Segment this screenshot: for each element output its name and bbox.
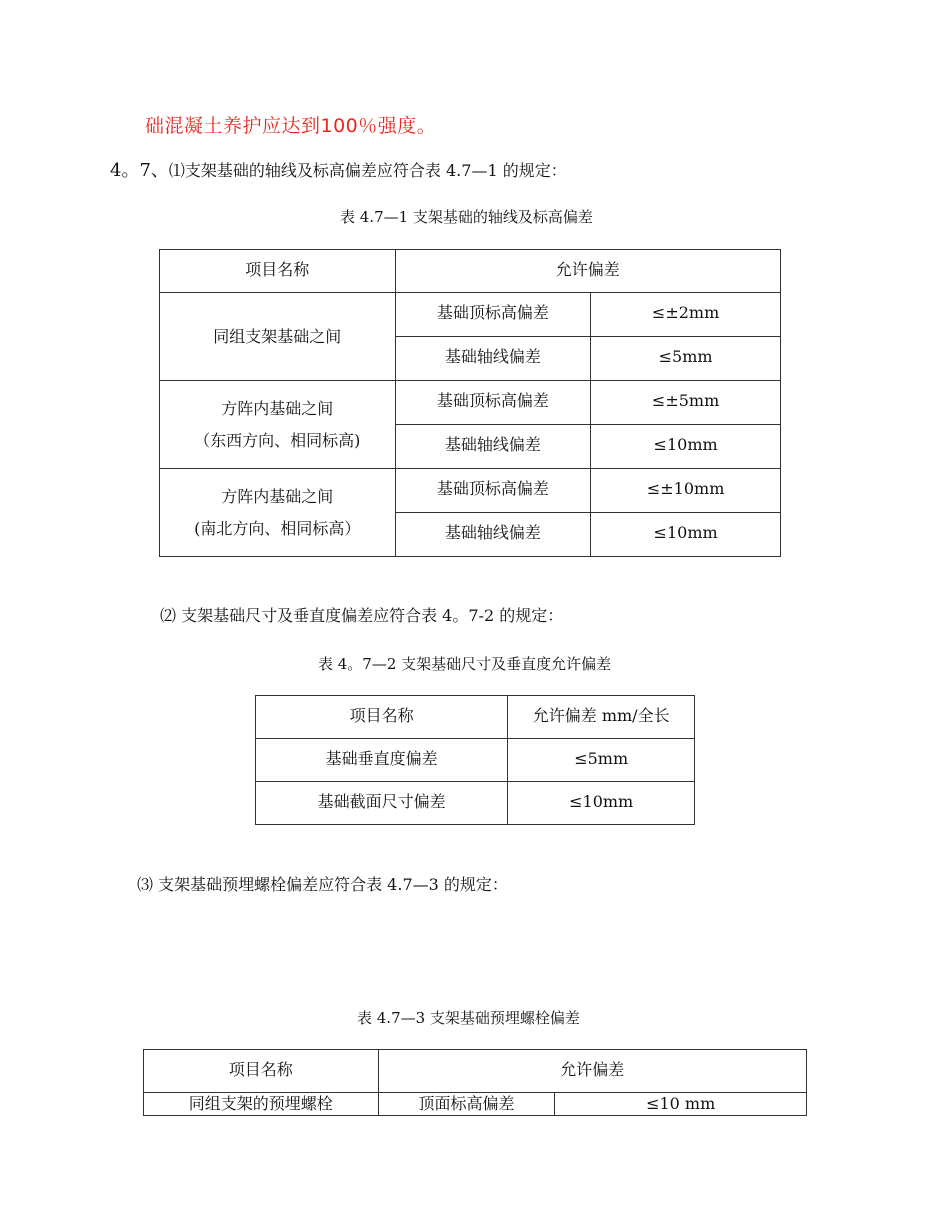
table1-value: ≤10mm xyxy=(591,425,781,469)
table1-group-name xyxy=(160,381,396,469)
table1-value: ≤±10mm xyxy=(591,469,781,513)
intro-line: 础混凝土养护应达到100％强度。 xyxy=(145,115,437,137)
table3-caption: 表 4.7—3 支架基础预埋螺栓偏差 xyxy=(357,1009,580,1027)
table2-caption: 表 4。7—2 支架基础尺寸及垂直度允许偏差 xyxy=(318,655,612,673)
table1-item: 基础轴线偏差 xyxy=(395,513,591,557)
section-item-1 xyxy=(110,156,567,182)
table-row xyxy=(160,293,781,337)
table1-item: 基础顶标高偏差 xyxy=(395,469,591,513)
table1-value: ≤±2mm xyxy=(591,293,781,337)
table2-header-tolerance: 允许偏差 mm/全长 xyxy=(508,696,695,739)
table3 xyxy=(143,1049,807,1116)
section-number: 4。7、 xyxy=(110,160,169,181)
group-name-line: 方阵内基础之间 xyxy=(221,486,334,506)
table-row xyxy=(256,782,695,825)
table2-value: ≤5mm xyxy=(508,739,695,782)
table1-group-name xyxy=(160,293,396,381)
table1-item: 基础顶标高偏差 xyxy=(395,381,591,425)
table1-item: 基础轴线偏差 xyxy=(395,425,591,469)
table2-header-name: 项目名称 xyxy=(256,696,508,739)
table1-group-name xyxy=(160,469,396,557)
table-row xyxy=(160,469,781,513)
section-item-2: ⑵ 支架基础尺寸及垂直度偏差应符合表 4。7-2 的规定： xyxy=(160,606,564,625)
table3-value: ≤10 mm xyxy=(555,1093,807,1116)
table-row xyxy=(256,739,695,782)
group-name-line: (南北方向、相同标高） xyxy=(194,518,361,538)
section-item-3: ⑶ 支架基础预埋螺栓偏差应符合表 4.7—3 的规定： xyxy=(137,875,508,894)
table-row xyxy=(160,381,781,425)
table2-item: 基础截面尺寸偏差 xyxy=(256,782,508,825)
table-row xyxy=(144,1093,807,1116)
table1-value: ≤5mm xyxy=(591,337,781,381)
group-name-line: 同组支架基础之间 xyxy=(213,326,342,346)
table1-header-tolerance: 允许偏差 xyxy=(395,250,780,293)
table1-item: 基础轴线偏差 xyxy=(395,337,591,381)
table3-name: 同组支架的预埋螺栓 xyxy=(144,1093,379,1116)
group-name-line: 方阵内基础之间 xyxy=(221,398,334,418)
table1-header-name: 项目名称 xyxy=(160,250,396,293)
table3-header-name: 项目名称 xyxy=(144,1050,379,1093)
table1-header-row xyxy=(160,250,781,293)
table1-item: 基础顶标高偏差 xyxy=(395,293,591,337)
table1 xyxy=(159,249,781,557)
group-name-line: （东西方向、相同标高) xyxy=(194,430,361,450)
table2-header-row xyxy=(256,696,695,739)
table2-value: ≤10mm xyxy=(508,782,695,825)
table2 xyxy=(255,695,695,825)
table2-item: 基础垂直度偏差 xyxy=(256,739,508,782)
table1-value: ≤±5mm xyxy=(591,381,781,425)
table3-header-tolerance: 允许偏差 xyxy=(378,1050,806,1093)
table1-caption: 表 4.7—1 支架基础的轴线及标高偏差 xyxy=(340,208,593,226)
table3-header-row xyxy=(144,1050,807,1093)
table3-item: 顶面标高偏差 xyxy=(378,1093,555,1116)
table1-value: ≤10mm xyxy=(591,513,781,557)
section-item-1-text: ⑴支架基础的轴线及标高偏差应符合表 4.7—1 的规定： xyxy=(168,161,567,180)
